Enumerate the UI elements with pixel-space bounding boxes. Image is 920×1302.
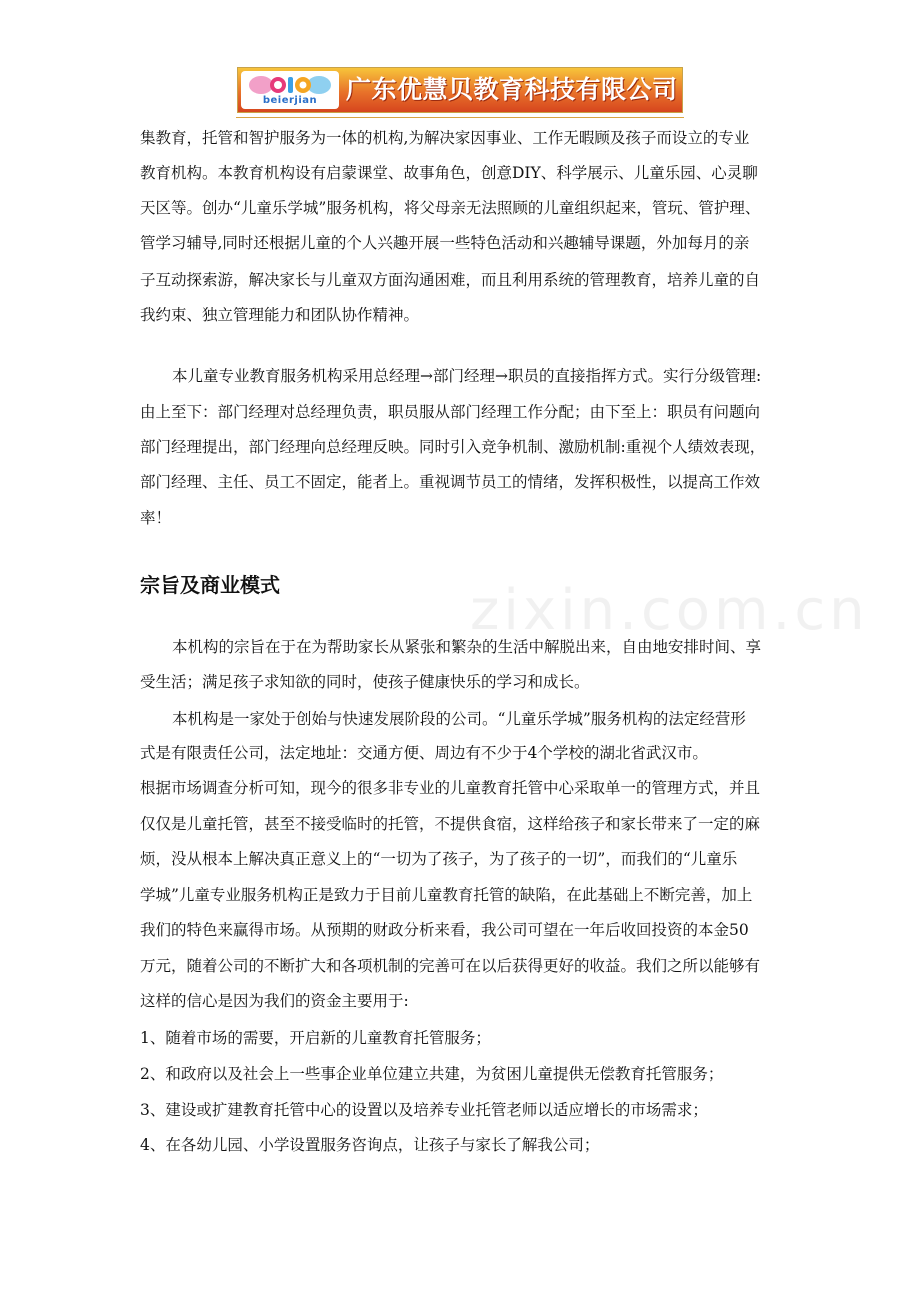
list-item: 3、建设或扩建教育托管中心的设置以及培养专业托管老师以适应增长的市场需求； — [140, 1101, 708, 1119]
company-logo — [241, 71, 339, 109]
text-line: 根据市场调查分析可知，现今的很多非专业的儿童教育托管中心采取单一的管理方式，并且 — [140, 779, 761, 797]
text-line: 我们的特色来赢得市场。从预期的财政分析来看，我公司可望在一年后收回投资的本金50 — [140, 921, 749, 939]
header-divider — [236, 117, 684, 118]
text-line: 天区等。创办“儿童乐学城”服务机构，将父母亲无法照顾的儿童组织起来，管玩、管护理、 — [140, 199, 761, 217]
header-banner — [237, 67, 683, 113]
text-line: 仅仅是儿童托管，甚至不接受临时的托管，不提供食宿，这样给孩子和家长带来了一定的麻 — [140, 815, 761, 833]
text-line: 受生活；满足孩子求知欲的同时，使孩子健康快乐的学习和成长。 — [140, 673, 590, 691]
text-line: 烦，没从根本上解决真正意义上的“一切为了孩子，为了孩子的一切”，而我们的“儿童乐 — [140, 850, 738, 868]
text-line: 部门经理、主任、员工不固定，能者上。重视调节员工的情绪，发挥积极性，以提高工作效 — [140, 473, 761, 491]
text-line: 学城”儿童专业服务机构正是致力于目前儿童教育托管的缺陷，在此基础上不断完善，加上 — [140, 886, 753, 904]
watermark: zixin.com.cn — [470, 578, 869, 643]
text-line: 万元，随着公司的不断扩大和各项机制的完善可在以后获得更好的收益。我们之所以能够有 — [140, 957, 761, 975]
section-heading: 宗旨及商业模式 — [140, 573, 280, 597]
text-line: 本机构的宗旨在于在为帮助家长从紧张和繁杂的生活中解脱出来，自由地安排时间、享 — [172, 638, 762, 656]
text-line: 教育机构。本教育机构设有启蒙课堂、故事角色，创意DIY、科学展示、儿童乐园、心灵聊 — [140, 164, 758, 182]
list-item: 4、在各幼儿园、小学设置服务咨询点，让孩子与家长了解我公司； — [140, 1136, 600, 1154]
text-line: 式是有限责任公司，法定地址：交通方便、周边有不少于4个学校的湖北省武汉市。 — [140, 744, 708, 762]
text-line: 本儿童专业教育服务机构采用总经理→部门经理→职员的直接指挥方式。实行分级管理: — [172, 367, 762, 385]
list-item: 2、和政府以及社会上一些事企业单位建立共建，为贫困儿童提供无偿教育托管服务； — [140, 1065, 724, 1083]
logo-text: beierjian — [262, 95, 318, 106]
text-line: 管学习辅导,同时还根据儿童的个人兴趣开展一些特色活动和兴趣辅导课题，外加每月的亲 — [140, 234, 750, 252]
text-line: 子互动探索游，解决家长与儿童双方面沟通困难，而且利用系统的管理教育，培养儿童的自 — [140, 271, 761, 289]
text-line: 由上至下：部门经理对总经理负责，职员服从部门经理工作分配；由下至上：职员有问题向 — [140, 403, 761, 421]
company-name: 广东优慧贝教育科技有限公司 — [346, 75, 678, 104]
text-line: 我约束、独立管理能力和团队协作精神。 — [140, 306, 420, 324]
list-item: 1、随着市场的需要，开启新的儿童教育托管服务； — [140, 1029, 491, 1047]
text-line: 部门经理提出，部门经理向总经理反映。同时引入竞争机制、激励机制:重视个人绩效表现， — [140, 438, 766, 456]
text-line: 本机构是一家处于创始与快速发展阶段的公司。“儿童乐学城”服务机构的法定经营形 — [172, 710, 746, 728]
logo-wings-icon — [247, 74, 333, 96]
text-line: 这样的信心是因为我们的资金主要用于: — [140, 992, 409, 1010]
text-line: 集教育，托管和智护服务为一体的机构,为解决家因事业、工作无暇顾及孩子而设立的专业 — [140, 129, 750, 147]
text-line: 率！ — [140, 509, 172, 527]
